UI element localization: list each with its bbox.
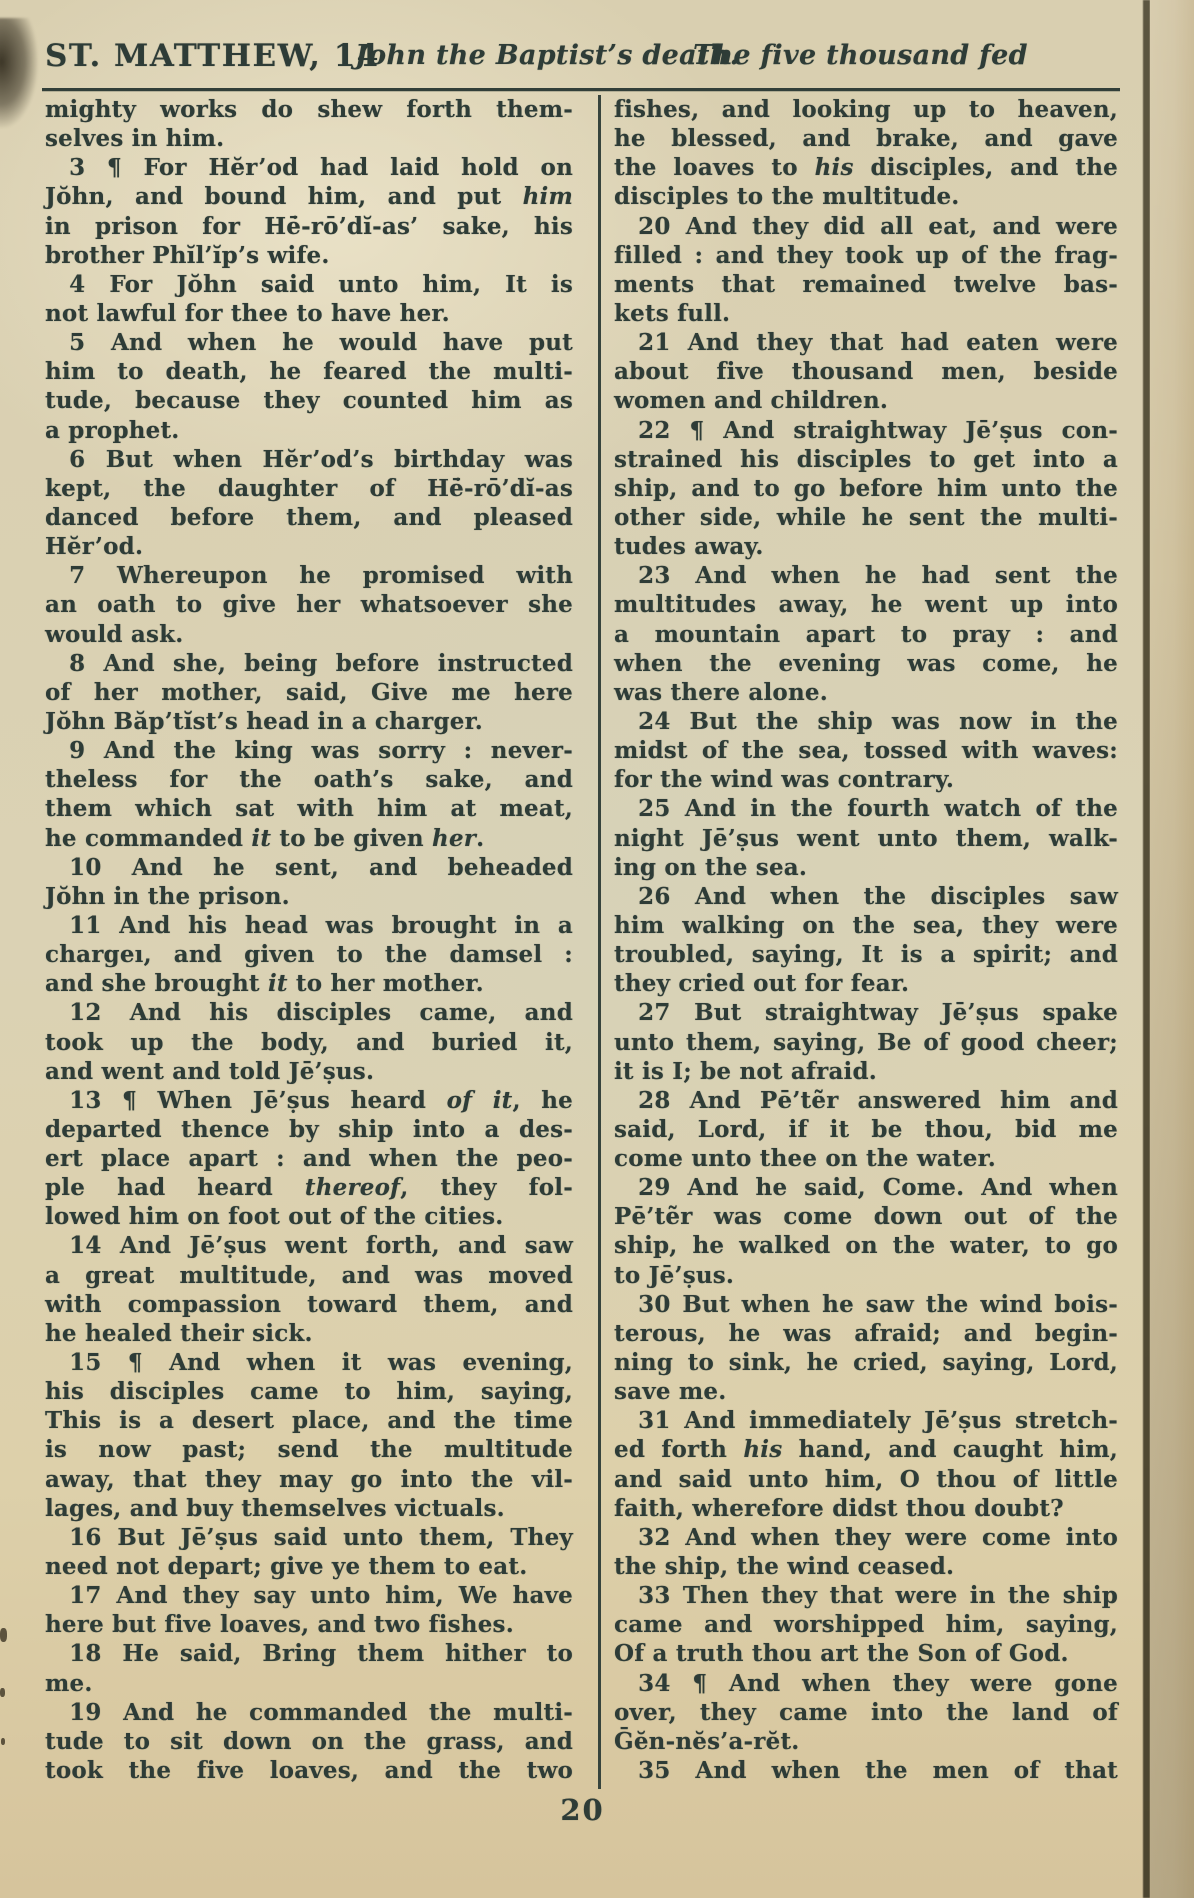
text-line: a mountain apart to pray : and (614, 620, 1118, 648)
text-line: 14 And Jē’ṣus went forth, and saw (69, 1232, 573, 1260)
text-line: tude, because they counted him as (45, 387, 573, 415)
text-line: and went and told Jē’ṣus. (45, 1057, 375, 1085)
text-line: 13 ¶ When Jē’ṣus heard of it, he (69, 1086, 573, 1114)
text-line: Hĕr’od. (45, 533, 144, 561)
text-line: 25 And in the fourth watch of the (638, 795, 1118, 823)
text-line: 4 For Jŏhn said unto him, It is (69, 270, 573, 298)
text-line: and said unto him, O thou of little (614, 1465, 1118, 1493)
text-line: me. (45, 1669, 93, 1697)
paper-speck (1, 1738, 5, 1745)
text-line: chargeı, and given to the damsel : (45, 941, 573, 969)
text-line: Of a truth thou art the Son of God. (614, 1640, 1069, 1668)
text-line: danced before them, and pleased (45, 503, 573, 531)
text-line: to Jē’ṣus. (614, 1261, 735, 1289)
text-line: 26 And when the disciples saw (638, 882, 1118, 910)
text-line: terous, he was afraid; and begin- (614, 1319, 1118, 1347)
text-line: 27 But straightway Jē’ṣus spake (638, 999, 1118, 1027)
text-line: midst of the sea, tossed with waves: (614, 737, 1118, 765)
text-line: ing on the sea. (614, 853, 808, 881)
text-line: kept, the daughter of Hē̇-rō’dĭ-as (45, 474, 573, 502)
text-column-right (614, 95, 1118, 1785)
text-line: them which sat with him at meat, (45, 795, 573, 823)
text-line: ship, and to go before him unto the (614, 474, 1118, 502)
text-line: said, Lord, if it be thou, bid me (614, 1115, 1118, 1143)
text-line: it is I; be not afraid. (614, 1057, 877, 1085)
text-line: 22 ¶ And straightway Jē’ṣus con- (638, 416, 1118, 444)
text-line: filled : and they took up of the frag- (614, 241, 1118, 269)
text-line: took up the body, and buried it, (45, 1028, 573, 1056)
text-line: 6 But when Hĕr’od’s birthday was (69, 445, 573, 473)
text-line: lowed him on foot out of the cities. (45, 1203, 504, 1231)
text-line: 12 And his disciples came, and (69, 999, 573, 1027)
page-fold-edge (1143, 0, 1150, 1898)
text-line: This is a desert place, and the time (45, 1407, 573, 1435)
text-line: 34 ¶ And when they were gone (638, 1669, 1118, 1697)
text-line: strained his disciples to get into a (614, 445, 1118, 473)
text-line: of her mother, said, Give me here (45, 678, 573, 706)
text-line: him walking on the sea, they were (614, 911, 1118, 939)
text-line: the loaves to his disciples, and the (614, 154, 1118, 182)
text-line: kets full. (614, 299, 731, 327)
page-header (45, 36, 1120, 80)
text-line: tude to sit down on the grass, and (45, 1727, 573, 1755)
text-line: and she brought it to her mother. (45, 970, 484, 998)
text-line: 23 And when he had sent the (638, 562, 1118, 590)
text-line: 19 And he commanded the multi- (69, 1698, 573, 1726)
adjacent-page-edge (1150, 0, 1194, 1898)
text-line: 5 And when he would have put (69, 329, 573, 357)
text-line: 29 And he said, Come. And when (638, 1174, 1118, 1202)
text-line: ning to sink, he cried, saying, Lord, (614, 1349, 1118, 1377)
text-line: about five thousand men, beside (614, 358, 1118, 386)
text-line: faith, wherefore didst thou doubt? (614, 1494, 1064, 1522)
text-line: Jŏhn, and bound him, and put him (45, 183, 573, 211)
column-divider (598, 95, 601, 1789)
text-line: him to death, he feared the multi- (45, 358, 573, 386)
text-line: ed forth his hand, and caught him, (614, 1436, 1119, 1464)
chapter-heading: ST. MATTHEW, 14 (45, 38, 380, 74)
text-line: would ask. (45, 620, 184, 648)
text-line: in prison for Hē̇-rō’dĭ-as’ sake, his (45, 212, 573, 240)
text-line: 3 ¶ For Hĕr’od had laid hold on (69, 154, 573, 182)
text-line: night Jē’ṣus went unto them, walk- (614, 824, 1118, 852)
text-line: when the evening was come, he (614, 649, 1118, 677)
text-line: Ḡĕn-nĕs’a-rĕt. (614, 1727, 800, 1755)
text-line: he blessed, and brake, and gave (614, 125, 1118, 153)
page-corner-shadow (0, 18, 38, 128)
text-line: 28 And Pē’tẽr answered him and (638, 1086, 1118, 1114)
text-line: 17 And they say unto him, We have (69, 1582, 573, 1610)
text-line: need not depart; give ye them to eat. (45, 1553, 528, 1581)
text-line: Jŏhn in the prison. (45, 882, 290, 910)
text-line: here but five loaves, and two fishes. (45, 1611, 514, 1639)
text-line: mighty works do shew forth them- (45, 96, 573, 123)
text-line: 32 And when they were come into (638, 1523, 1118, 1551)
running-head-left: John the Baptist’s death. (355, 40, 740, 71)
text-line: save me. (614, 1378, 727, 1406)
text-line: ert place apart : and when the peo- (45, 1145, 573, 1173)
text-line: unto them, saying, Be of good cheer; (614, 1028, 1118, 1056)
text-line: brother Phĭl’ĭp’s wife. (45, 241, 330, 269)
text-line: is now past; send the multitude (45, 1436, 573, 1464)
page-number: 20 (560, 1793, 605, 1827)
header-rule (42, 88, 1120, 91)
text-line: 21 And they that had eaten were (638, 329, 1118, 357)
text-line: came and worshipped him, saying, (614, 1611, 1118, 1639)
text-line: 20 And they did all eat, and were (638, 212, 1118, 240)
text-line: the ship, the wind ceased. (614, 1553, 955, 1581)
text-line: multitudes away, he went up into (614, 591, 1118, 619)
running-head-right: The five thousand fed (693, 40, 1028, 71)
text-line: tudes away. (614, 533, 764, 561)
text-line: troubled, saying, It is a spirit; and (614, 941, 1118, 969)
text-line: he commanded it to be given her. (45, 824, 485, 852)
text-line: 30 But when he saw the wind bois- (638, 1290, 1118, 1318)
text-line: for the wind was contrary. (614, 766, 955, 794)
text-line: his disciples came to him, saying, (45, 1378, 573, 1406)
text-line: away, that they may go into the vil- (45, 1465, 573, 1493)
text-line: 9 And the king was sorry : never- (69, 737, 573, 765)
text-line: 24 But the ship was now in the (638, 707, 1118, 735)
text-line: come unto thee on the water. (614, 1145, 996, 1173)
text-line: 18 He said, Bring them hither to (69, 1640, 573, 1668)
text-line: he healed their sick. (45, 1319, 313, 1347)
text-line: Jŏhn Băp’tĭst’s head in a charger. (45, 707, 484, 735)
text-line: 33 Then they that were in the ship (638, 1582, 1118, 1610)
text-line: they cried out for fear. (614, 970, 910, 998)
text-line: 16 But Jē’ṣus said unto them, They (69, 1523, 573, 1551)
text-line: took the five loaves, and the two (45, 1757, 573, 1785)
text-line: 15 ¶ And when it was evening, (69, 1349, 573, 1377)
text-line: women and children. (614, 387, 889, 415)
text-line: ship, he walked on the water, to go (614, 1232, 1118, 1260)
text-line: 31 And immediately Jē’ṣus stretch- (638, 1407, 1118, 1435)
text-line: lages, and buy themselves victuals. (45, 1494, 505, 1522)
text-line: was there alone. (614, 678, 828, 706)
paper-speck (0, 1628, 7, 1642)
text-line: 35 And when the men of that (638, 1757, 1118, 1785)
text-line: fishes, and looking up to heaven, (614, 96, 1118, 123)
text-line: Pē’tẽr was come down out of the (614, 1203, 1118, 1231)
text-line: a prophet. (45, 416, 180, 444)
paper-speck (0, 1688, 5, 1697)
text-line: a great multitude, and was moved (45, 1261, 573, 1289)
text-column-left (45, 95, 573, 1785)
text-line: 11 And his head was brought in a (69, 911, 573, 939)
text-line: an oath to give her whatsoever she (45, 591, 573, 619)
text-line: 7 Whereupon he promised with (69, 562, 573, 590)
text-line: 10 And he sent, and beheaded (69, 853, 573, 881)
text-line: ments that remained twelve bas- (614, 270, 1118, 298)
text-line: 8 And she, being before instructed (69, 649, 573, 677)
text-line: theless for the oath’s sake, and (45, 766, 573, 794)
text-line: departed thence by ship into a des- (45, 1115, 573, 1143)
text-line: disciples to the multitude. (614, 183, 960, 211)
text-line: with compassion toward them, and (45, 1290, 573, 1318)
text-line: ple had heard thereof, they fol- (45, 1174, 573, 1202)
text-line: not lawful for thee to have her. (45, 299, 450, 327)
text-line: selves in him. (45, 125, 225, 153)
text-line: other side, while he sent the multi- (614, 503, 1118, 531)
text-line: over, they came into the land of (614, 1698, 1118, 1726)
